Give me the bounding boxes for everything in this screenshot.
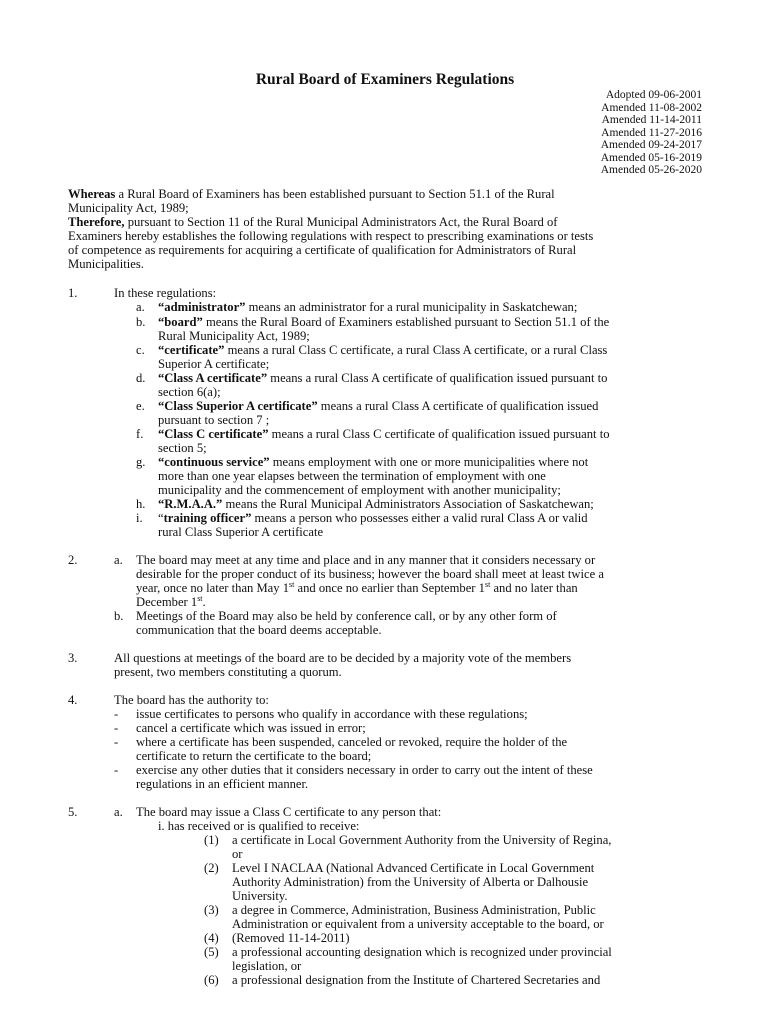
- bullet-dash: -: [114, 763, 119, 777]
- section-number: 1.: [68, 286, 78, 300]
- bullet-text: regulations in an efficient manner.: [136, 777, 309, 791]
- definition: “training officer” means a person who possesses either a valid rural Class A or valid: [158, 511, 588, 525]
- section-text: The board may issue a Class C certificate to any person that:: [136, 805, 442, 819]
- item-letter: b.: [114, 609, 124, 623]
- bullet-text: exercise any other duties that it considers necessary in order to carry out the intent of these: [136, 763, 593, 777]
- document-title: Rural Board of Examiners Regulations: [255, 71, 515, 88]
- section-intro: In these regulations:: [114, 286, 217, 300]
- subitem-text: Authority Administration) from the University of Alberta or Dalhousie: [232, 875, 589, 889]
- preamble-text: Examiners hereby establishes the following regulations with respect to prescribing examinations or tests: [68, 229, 594, 243]
- subitem-text: or: [232, 847, 243, 861]
- section-text: present, two members constituting a quorum.: [114, 665, 342, 679]
- subitem-number: (5): [204, 945, 219, 959]
- date-line: Amended 05-16-2019: [600, 151, 702, 164]
- preamble: [68, 187, 708, 271]
- definition-cont: rural Class Superior A certificate: [158, 525, 324, 539]
- bullet-text: cancel a certificate which was issued in error;: [136, 721, 366, 735]
- date-line: Amended 05-26-2020: [600, 164, 702, 176]
- subitem-text: a certificate in Local Government Authority from the University of Regina,: [232, 833, 612, 847]
- definition: “administrator” means an administrator for a rural municipality in Saskatchewan;: [158, 300, 578, 314]
- subitem-text: University.: [232, 889, 288, 903]
- section-number: 4.: [68, 693, 78, 707]
- date-line: Amended 09-24-2017: [600, 139, 702, 151]
- def-letter: e.: [136, 399, 145, 413]
- definition-cont: section 5;: [158, 441, 207, 455]
- definition: “Class A certificate” means a rural Class A certificate of qualification issued pursuant to: [158, 371, 608, 385]
- date-line: Adopted 09-06-2001: [605, 89, 702, 101]
- definition-cont: section 6(a);: [158, 385, 221, 399]
- section-intro: The board has the authority to:: [114, 693, 269, 707]
- subitem-number: (2): [204, 861, 219, 875]
- definition-cont: Rural Municipality Act, 1989;: [158, 329, 310, 343]
- subitem-number: (3): [204, 903, 219, 917]
- definition-cont: more than one year elapses between the termination of employment with one: [158, 469, 546, 483]
- def-letter: i.: [136, 511, 143, 525]
- section-number: 5.: [68, 805, 78, 819]
- definition: “board” means the Rural Board of Examiners established pursuant to Section 51.1 of the: [158, 315, 610, 329]
- subitem-text: Level I NACLAA (National Advanced Certificate in Local Government: [232, 861, 595, 875]
- preamble-text: of competence as requirements for acquiring a certificate of qualification for Administrators of Rural: [68, 243, 577, 257]
- def-letter: b.: [136, 315, 146, 329]
- definition: “R.M.A.A.” means the Rural Municipal Administrators Association of Saskatchewan;: [158, 497, 594, 511]
- definition-cont: municipality and the commencement of employment with another municipality;: [158, 483, 561, 497]
- section-text: December 1st.: [136, 594, 206, 609]
- definition: “certificate” means a rural Class C certificate, a rural Class A certificate, or a rural Class: [158, 343, 608, 357]
- subitem-number: (4): [204, 931, 219, 945]
- section-text: desirable for the proper conduct of its business; however the board shall meet at least twice a: [136, 567, 604, 581]
- bullet-dash: -: [114, 735, 119, 749]
- subitem-text: legislation, or: [232, 959, 302, 973]
- date-line: Amended 11-27-2016: [601, 126, 702, 139]
- bullet-text: certificate to return the certificate to the board;: [136, 749, 372, 763]
- section-text: year, once no later than May 1st and once no earlier than September 1st and no later than: [136, 580, 578, 595]
- subitem-number: (1): [204, 833, 219, 847]
- therefore-keyword: Therefore,: [68, 215, 125, 229]
- bullet-text: where a certificate has been suspended, canceled or revoked, require the holder of the: [136, 735, 568, 749]
- subitem-text: (Removed 11-14-2011): [232, 931, 350, 945]
- section-text: Meetings of the Board may also be held by conference call, or by any other form of: [136, 609, 557, 623]
- def-letter: g.: [136, 455, 146, 469]
- section-number: 3.: [68, 651, 78, 665]
- roman-item: i. has received or is qualified to receive:: [158, 819, 360, 833]
- def-letter: d.: [136, 371, 146, 385]
- definition-cont: pursuant to section 7 ;: [158, 413, 270, 427]
- def-letter: c.: [136, 343, 145, 357]
- item-letter: a.: [114, 553, 123, 567]
- bullet-text: issue certificates to persons who qualify in accordance with these regulations;: [136, 707, 528, 721]
- bullet-dash: -: [114, 721, 119, 735]
- subitem-text: a professional accounting designation which is recognized under provincial: [232, 945, 612, 959]
- definition: “continuous service” means employment with one or more municipalities where not: [158, 455, 589, 469]
- date-line: Amended 11-08-2002: [601, 101, 702, 114]
- whereas-keyword: Whereas: [68, 187, 116, 201]
- definition: “Class Superior A certificate” means a rural Class A certificate of qualification issued: [158, 399, 599, 413]
- amendment-dates: [601, 89, 702, 177]
- def-letter: h.: [136, 497, 146, 511]
- definition: “Class C certificate” means a rural Class C certificate of qualification issued pursuant to: [158, 427, 610, 441]
- subitem-text: Administration or equivalent from a university acceptable to the board, or: [232, 917, 604, 931]
- section-text: communication that the board deems acceptable.: [136, 623, 382, 637]
- subitem-text: a professional designation from the Institute of Chartered Secretaries and: [232, 973, 601, 987]
- preamble-text: Municipalities.: [68, 257, 144, 271]
- section-text: All questions at meetings of the board are to be decided by a majority vote of the members: [114, 651, 572, 665]
- date-line: Amended 11-14-2011: [601, 114, 702, 126]
- bullet-dash: -: [114, 707, 119, 721]
- subitem-number: (6): [204, 973, 219, 987]
- subitem-text: a degree in Commerce, Administration, Business Administration, Public: [232, 903, 596, 917]
- section-number: 2.: [68, 553, 78, 567]
- item-letter: a.: [114, 805, 123, 819]
- section-text: The board may meet at any time and place and in any manner that it considers necessary or: [136, 553, 596, 567]
- preamble-text: Municipality Act, 1989;: [68, 201, 189, 215]
- preamble-text: pursuant to Section 11 of the Rural Municipal Administrators Act, the Rural Board of: [124, 215, 558, 229]
- def-letter: a.: [136, 300, 145, 314]
- definition-cont: Superior A certificate;: [158, 357, 270, 371]
- preamble-text: a Rural Board of Examiners has been established pursuant to Section 51.1 of the Rural: [115, 187, 555, 201]
- def-letter: f.: [136, 427, 144, 441]
